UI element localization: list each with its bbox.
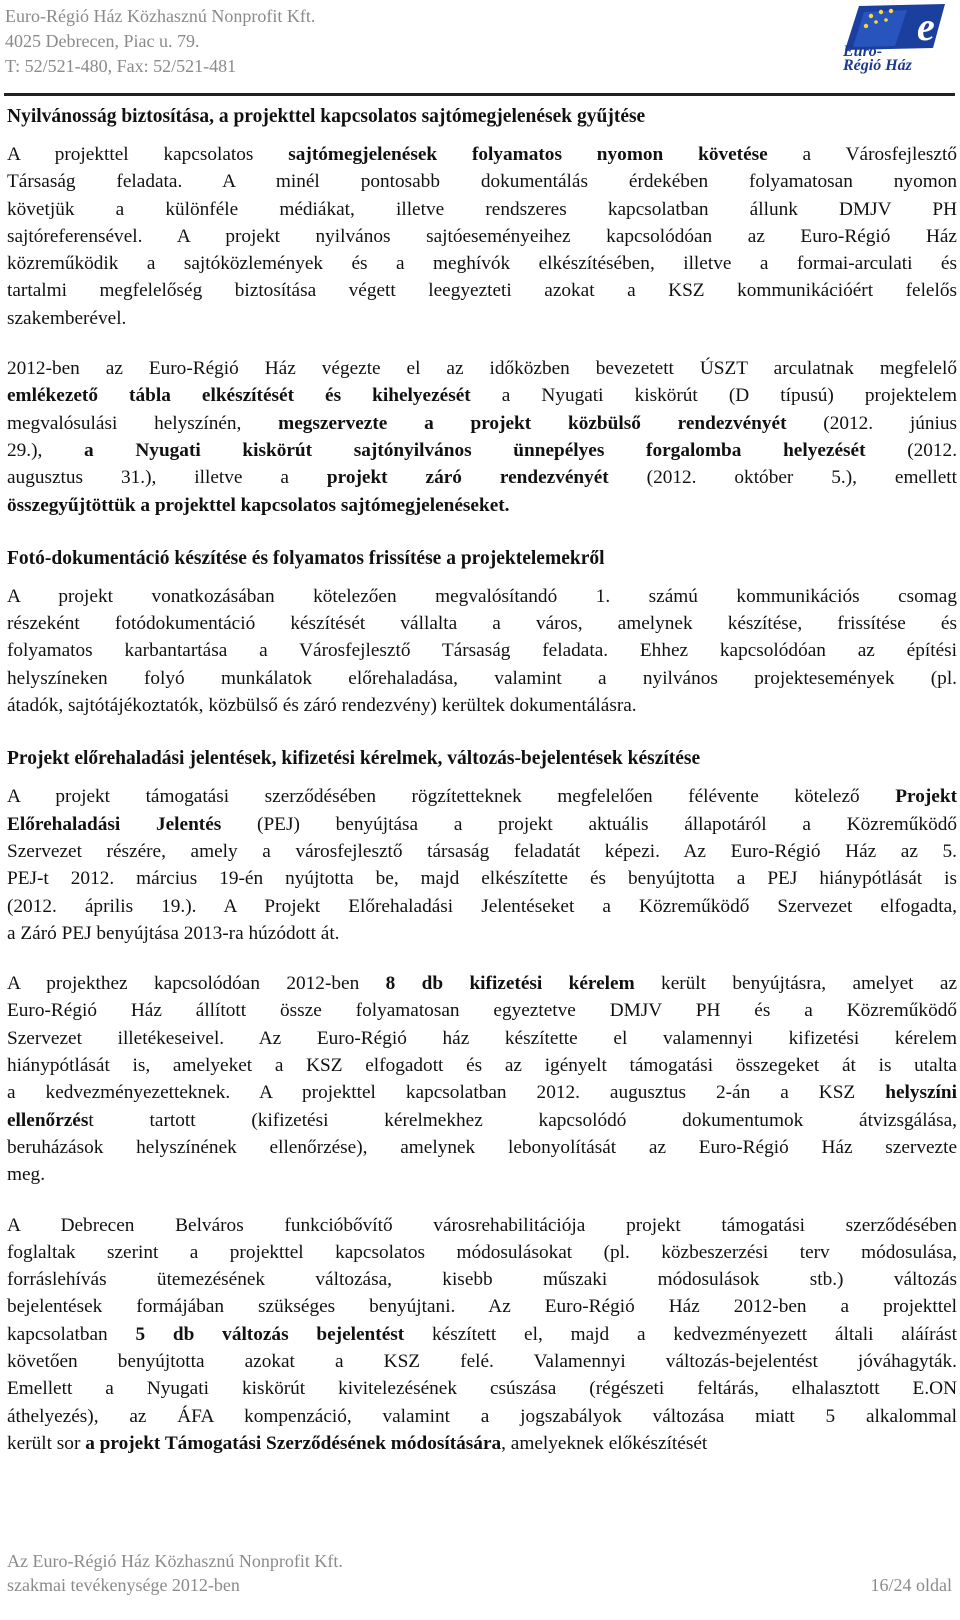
- text-line: [7, 1212, 957, 1239]
- text-run: Szervezet részére, amely a városfejlesztő társaság feladatát képezi. Az Euro-Régió Ház az 5.: [7, 840, 957, 862]
- text-line: [7, 783, 957, 810]
- text-line: [7, 1025, 957, 1052]
- text-line: [7, 610, 957, 637]
- text-line: [7, 997, 957, 1024]
- section-heading: Fotó-dokumentáció készítése és folyamatos frissítése a projektelemekről: [7, 547, 605, 569]
- text-run: helyszíneken folyó munkálatok előrehaladása, valamint a nyilvános projektesemények (pl.: [7, 667, 957, 689]
- text-run: foglaltak szerint a projekttel kapcsolatos módosulásokat (pl. közbeszerzési terv módosulása,: [7, 1241, 957, 1263]
- header-divider: [4, 93, 955, 96]
- paragraph: [7, 141, 957, 332]
- paragraph: [7, 783, 957, 947]
- text-run: a kedvezményezetteknek. A projekttel kapcsolatban 2012. augusztus 2-án a KSZ: [7, 1082, 886, 1104]
- text-run: szakemberével.: [7, 307, 127, 329]
- text-line: [7, 141, 957, 168]
- text-run: (PEJ) benyújtása a projekt aktuális állapotáról a Közreműködő: [221, 813, 957, 835]
- text-run: A projekttel kapcsolatos: [7, 144, 289, 165]
- bold-text: Projekt: [895, 786, 957, 808]
- text-run: meg.: [7, 1164, 46, 1186]
- text-run: a Nyugati kiskörút (D típusú) projektelem: [470, 385, 957, 407]
- text-run: hiánypótlását is, amelyeket a KSZ elfogadott és az igényelt támogatási összegeket át is utalta: [7, 1055, 957, 1077]
- text-line: [7, 1239, 957, 1266]
- text-run: (2012.: [865, 439, 958, 461]
- text-line: [7, 1052, 957, 1079]
- page-header: [5, 2, 955, 92]
- text-run: a Városfejlesztő: [767, 144, 957, 165]
- text-line: [7, 665, 957, 692]
- text-run: követjük a különféle médiákat, illetve rendszeres kapcsolatban állunk DMJV PH: [7, 198, 957, 220]
- text-line: [7, 305, 957, 332]
- text-run: sajtóreferensével. A projekt nyilvános sajtóeseményeihez kapcsolódóan az Euro-Régió Ház: [7, 225, 957, 247]
- org-name: Euro-Régió Ház Közhasznú Nonprofit Kft.: [5, 6, 316, 26]
- text-run: beruházások helyszínének ellenőrzése), amelynek lebonyolítását az Euro-Régió Ház szervezte: [7, 1136, 957, 1158]
- text-line: [7, 196, 957, 223]
- text-line: [7, 1375, 957, 1402]
- text-run: követően benyújtotta azokat a KSZ felé. Valamennyi változás-bejelentést jóváhagyták.: [7, 1350, 957, 1372]
- text-run: A projekt támogatási szerződésében rögzítetteknek megfelelően félévente kötelező: [7, 786, 896, 808]
- text-line: [7, 1134, 957, 1161]
- bold-text: megszervezte a projekt közbülső rendezvényét: [278, 412, 787, 434]
- section-heading: Projekt előrehaladási jelentések, kifizetési kérelmek, változás-bejelentések készítése: [7, 748, 701, 770]
- text-run: , amelyeknek előkészítését: [501, 1432, 708, 1454]
- text-run: közreműködik a sajtóközlemények és a meghívók elkészítésében, illetve a formai-arculati és: [7, 253, 957, 275]
- text-line: [7, 1266, 957, 1293]
- logo-text-euro: Euro-: [843, 43, 883, 60]
- text-run: bejelentések formájában szükséges benyújtani. Az Euro-Régió Ház 2012-ben a projekttel: [7, 1296, 957, 1318]
- text-line: [7, 838, 957, 865]
- text-line: [7, 865, 957, 892]
- text-line: [7, 492, 957, 519]
- text-run: folyamatos karbantartása a Városfejlesztő Társaság feladata. Ehhez kapcsolódóan az építési: [7, 640, 957, 662]
- text-line: [7, 1321, 957, 1348]
- text-run: A projekt vonatkozásában kötelezően megvalósítandó 1. számú kommunikációs csomag: [7, 585, 957, 607]
- text-line: [7, 1293, 957, 1320]
- text-run: forráslehívás ütemezésének változása, kisebb műszaki módosulások stb.) változás: [7, 1269, 957, 1291]
- bold-text: sajtómegjelenések folyamatos nyomon követése: [288, 144, 768, 165]
- text-line: [7, 1107, 957, 1134]
- text-run: t tartott (kifizetési kérelmekhez kapcsolódó dokumentumok átvizsgálása,: [88, 1109, 957, 1131]
- page-number: 16/24 oldal: [870, 1575, 952, 1595]
- text-line: [7, 250, 957, 277]
- text-line: [7, 811, 957, 838]
- text-run: kapcsolatban: [7, 1323, 136, 1345]
- text-line: [7, 1161, 957, 1188]
- text-line: [7, 1403, 957, 1430]
- text-line: [7, 970, 957, 997]
- text-run: Emellett a Nyugati kiskörút kivitelezésének csúszása (régészeti feltárás, elhalasztott E.ON: [7, 1378, 957, 1400]
- text-line: [7, 1348, 957, 1375]
- bold-text: 5 db változás bejelentést: [135, 1323, 405, 1345]
- bold-text: ellenőrzés: [7, 1109, 89, 1131]
- euro-regio-haz-logo: [837, 2, 947, 74]
- text-line: [7, 920, 957, 947]
- text-run: került sor: [7, 1432, 86, 1454]
- bold-text: emlékezető tábla elkészítését és kihelyezését: [7, 385, 471, 407]
- text-run: készített el, majd a kedvezményezett általi aláírást: [404, 1323, 957, 1345]
- text-line: [7, 355, 957, 382]
- text-run: került benyújtásra, amelyet az: [634, 973, 958, 995]
- bold-text: projekt záró rendezvényét: [326, 467, 609, 489]
- page-footer: [7, 1549, 952, 1597]
- org-phone-fax: T: 52/521-480, Fax: 52/521-481: [5, 56, 237, 76]
- text-line: [7, 223, 957, 250]
- text-line: [7, 1079, 957, 1106]
- bold-text: Előrehaladási Jelentés: [7, 813, 222, 835]
- section-heading: Nyilvánosság biztosítása, a projekttel kapcsolatos sajtómegjelenések gyűjtése: [7, 106, 646, 127]
- text-run: Euro-Régió Ház állított össze folyamatosan egyeztetve DMJV PH és a Közreműködő: [7, 1000, 957, 1022]
- text-run: 2012-ben az Euro-Régió Ház végezte el az időközben bevezetett ÚSZT arculatnak megfelelő: [7, 358, 957, 380]
- bold-text: a Nyugati kiskörút sajtónyilvános ünnepélyes forgalomba helyezését: [84, 439, 866, 461]
- text-run: Társaság feladata. A minél pontosabb dokumentálás érdekében folyamatosan nyomon: [7, 171, 957, 193]
- text-line: [7, 168, 957, 195]
- text-run: (2012. április 19.). A Projekt Előrehaladási Jelentéseket a Közreműködő Szervezet elfogadta,: [7, 895, 957, 917]
- org-address: 4025 Debrecen, Piac u. 79.: [5, 31, 200, 51]
- paragraph: [7, 1212, 957, 1458]
- logo-text-regio-haz: Régió Ház: [843, 57, 912, 74]
- text-run: tartalmi megfelelőség biztosítása végett leegyezteti azokat a KSZ kommunikációért felelős: [7, 280, 957, 302]
- text-line: [7, 277, 957, 304]
- text-run: áthelyezés), az ÁFA kompenzáció, valamint a jogszabályok változása miatt 5 alkalommal: [7, 1405, 957, 1427]
- text-run: átadók, sajtótájékoztatók, közbülső és záró rendezvény) kerültek dokumentálásra.: [7, 695, 637, 717]
- bold-text: 8 db kifizetési kérelem: [385, 973, 635, 995]
- bold-text: összegyűjtöttük a projekttel kapcsolatos sajtómegjelenéseket.: [7, 494, 510, 516]
- text-run: (2012. június: [786, 412, 957, 434]
- bold-text: a projekt Támogatási Szerződésének módosítására: [85, 1432, 502, 1454]
- text-line: [7, 410, 957, 437]
- bold-text: helyszíni: [885, 1082, 957, 1104]
- text-run: PEJ-t 2012. március 19-én nyújtotta be, majd elkészítette és benyújtotta a PEJ hiánypótlását is: [7, 868, 957, 890]
- text-run: (2012. október 5.), emellett: [608, 467, 957, 489]
- text-line: [7, 382, 957, 409]
- text-run: megvalósulási helyszínén,: [7, 412, 279, 434]
- svg-text:e: e: [917, 4, 935, 49]
- paragraph: [7, 355, 957, 519]
- text-run: A Debrecen Belváros funkcióbővítő városrehabilitációja projekt támogatási szerződésében: [7, 1214, 957, 1236]
- paragraph: [7, 970, 957, 1188]
- text-run: részeként fotódokumentáció készítését vállalta a város, amelynek készítése, frissítése és: [7, 613, 957, 635]
- text-run: Szervezet illetékeseivel. Az Euro-Régió ház készítette el valamennyi kifizetési kérelem: [7, 1027, 957, 1049]
- text-run: a Záró PEJ benyújtása 2013-ra húzódott át.: [7, 922, 340, 944]
- text-line: [7, 464, 957, 491]
- document-body: [7, 103, 957, 1457]
- text-line: [7, 437, 957, 464]
- text-line: [7, 893, 957, 920]
- footer-subtitle: szakmai tevékenysége 2012-ben: [7, 1575, 240, 1595]
- text-line: [7, 583, 957, 610]
- text-line: [7, 1430, 957, 1457]
- text-run: augusztus 31.), illetve a: [7, 467, 327, 489]
- paragraph: [7, 583, 957, 719]
- text-run: 29.),: [7, 439, 85, 461]
- text-run: A projekthez kapcsolódóan 2012-ben: [7, 973, 386, 995]
- text-line: [7, 692, 957, 719]
- text-line: [7, 637, 957, 664]
- footer-org: Az Euro-Régió Ház Közhasznú Nonprofit Kft.: [7, 1551, 343, 1571]
